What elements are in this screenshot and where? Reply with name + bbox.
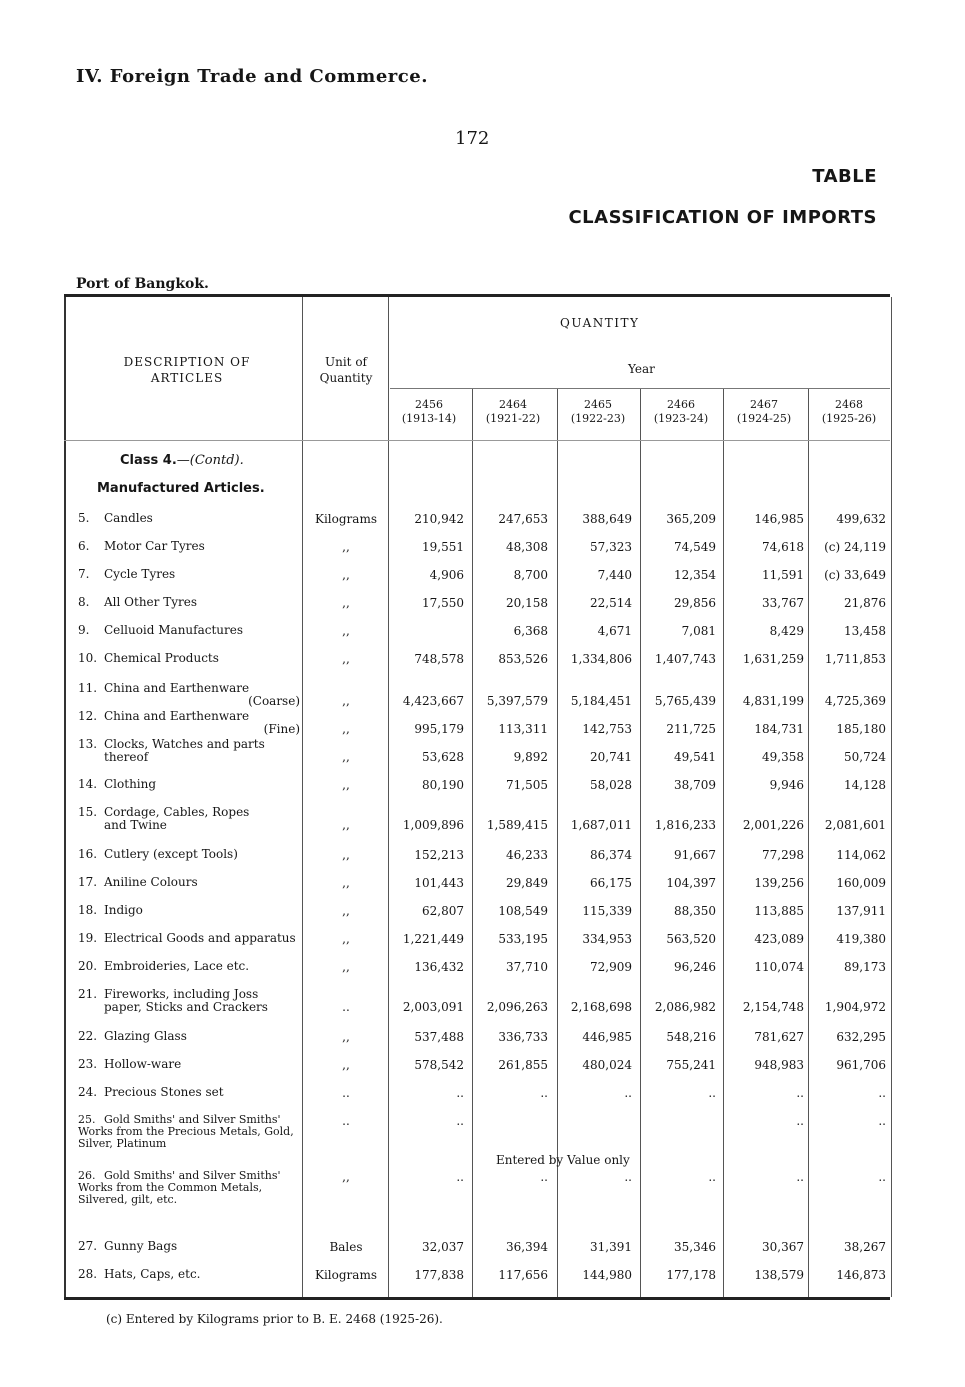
article-name-continued: (Coarse) (248, 694, 300, 708)
quantity-cell: 110,074 (754, 960, 804, 974)
quantity-cell: 995,179 (414, 722, 464, 736)
quantity-cell: 948,983 (754, 1058, 804, 1072)
article-name: Clocks, Watches and parts (104, 737, 265, 751)
quantity-cell: 5,765,439 (654, 694, 716, 708)
unit-cell: Kilograms (315, 1268, 377, 1282)
unit-cell: ,, (342, 750, 350, 764)
article-name: China and Earthenware (104, 709, 250, 723)
quantity-cell: 211,725 (666, 722, 716, 736)
article-number: 27. (78, 1239, 98, 1253)
article-description (78, 710, 300, 736)
quantity-cell: 21,876 (844, 596, 886, 610)
table-right-border (891, 297, 892, 1297)
quantity-cell: 77,298 (762, 848, 804, 862)
article-number: 9. (78, 623, 90, 637)
article-name: China and Earthenware (104, 681, 250, 695)
quantity-cell: 13,458 (844, 624, 886, 638)
quantity-cell: 89,173 (844, 960, 886, 974)
article-description (78, 960, 300, 973)
table-bottom-rule (64, 1297, 890, 1300)
quantity-cell: .. (456, 1114, 464, 1128)
quantity-cell: 563,520 (666, 932, 716, 946)
quantity-cell: 4,906 (429, 568, 464, 582)
quantity-cell: 1,589,415 (486, 818, 548, 832)
article-name: Electrical Goods and apparatus (104, 931, 296, 945)
article-description (78, 988, 300, 1014)
article-name: Precious Stones set (104, 1085, 224, 1099)
article-name: Candles (104, 511, 153, 525)
quantity-cell: 29,849 (506, 876, 548, 890)
quantity-cell: 9,946 (769, 778, 804, 792)
quantity-cell: 1,334,806 (570, 652, 632, 666)
quantity-cell: 139,256 (754, 876, 804, 890)
unit-cell: .. (342, 1000, 350, 1014)
quantity-cell: 480,024 (582, 1058, 632, 1072)
quantity-cell: 160,009 (836, 876, 886, 890)
article-description (78, 624, 300, 637)
article-description (78, 512, 300, 525)
quantity-cell: 12,354 (674, 568, 716, 582)
unit-cell: .. (342, 1086, 350, 1100)
article-number: 11. (78, 681, 98, 695)
quantity-cell: 9,892 (513, 750, 548, 764)
quantity-cell: 2,081,601 (824, 818, 886, 832)
quantity-cell: 1,904,972 (824, 1000, 886, 1014)
description-column-header: DESCRIPTION OF ARTICLES (123, 355, 251, 385)
quantity-cell: 2,001,226 (742, 818, 804, 832)
quantity-cell: 177,178 (666, 1268, 716, 1282)
quantity-cell: 31,391 (590, 1240, 632, 1254)
article-description (78, 778, 300, 791)
article-number: 20. (78, 959, 98, 973)
quantity-cell: 138,579 (754, 1268, 804, 1282)
year-header-2467: 2467 (1924-25) (736, 398, 792, 425)
unit-cell: .. (342, 1114, 350, 1128)
table-title: TABLE (812, 166, 877, 187)
quantity-cell: 4,725,369 (824, 694, 886, 708)
article-description (78, 904, 300, 917)
quantity-cell: 781,627 (754, 1030, 804, 1044)
quantity-cell: 1,407,743 (654, 652, 716, 666)
year-heading: Year (628, 362, 655, 376)
article-name: All Other Tyres (104, 595, 197, 609)
article-number: 15. (78, 805, 98, 819)
quantity-cell: 548,216 (666, 1030, 716, 1044)
quantity-cell: .. (796, 1170, 804, 1184)
quantity-cell: (c) 24,119 (824, 540, 886, 554)
quantity-cell: .. (456, 1086, 464, 1100)
quantity-cell: 8,700 (513, 568, 548, 582)
quantity-cell: 11,591 (762, 568, 804, 582)
quantity-cell: 533,195 (498, 932, 548, 946)
quantity-cell: 146,985 (754, 512, 804, 526)
article-description (78, 848, 300, 861)
article-name-continued: thereof (104, 750, 149, 764)
quantity-heading: QUANTITY (560, 316, 640, 330)
article-number: 13. (78, 737, 98, 751)
article-name: Cutlery (except Tools) (104, 847, 238, 861)
year-header-2456: 2456 (1913-14) (401, 398, 457, 425)
quantity-cell: 142,753 (582, 722, 632, 736)
unit-column-header: Unit of Quantity (319, 355, 373, 385)
quantity-cell: .. (878, 1170, 886, 1184)
quantity-cell: .. (624, 1170, 632, 1184)
article-name: Hollow-ware (104, 1057, 182, 1071)
quantity-cell: 1,687,011 (570, 818, 632, 832)
quantity-cell: 755,241 (666, 1058, 716, 1072)
unit-cell: Bales (329, 1240, 363, 1254)
quantity-cell: 1,221,449 (402, 932, 464, 946)
article-number: 28. (78, 1267, 98, 1281)
quantity-cell: .. (796, 1086, 804, 1100)
article-number: 24. (78, 1085, 98, 1099)
unit-cell: ,, (342, 1058, 350, 1072)
article-name-continued: paper, Sticks and Crackers (104, 1000, 268, 1014)
year-rule (390, 388, 890, 389)
article-number: 17. (78, 875, 98, 889)
quantity-cell: 4,423,667 (402, 694, 464, 708)
quantity-cell: 38,709 (674, 778, 716, 792)
quantity-cell: 80,190 (422, 778, 464, 792)
quantity-cell: .. (708, 1170, 716, 1184)
article-description (78, 738, 300, 764)
unit-cell: ,, (342, 596, 350, 610)
quantity-cell: 961,706 (836, 1058, 886, 1072)
column-divider (723, 388, 724, 1297)
quantity-cell: 2,154,748 (742, 1000, 804, 1014)
quantity-cell: 423,089 (754, 932, 804, 946)
quantity-cell: 7,440 (597, 568, 632, 582)
quantity-cell: 6,368 (513, 624, 548, 638)
article-name: Cycle Tyres (104, 567, 176, 581)
unit-cell: ,, (342, 904, 350, 918)
quantity-cell: 136,432 (414, 960, 464, 974)
quantity-cell: 117,656 (498, 1268, 548, 1282)
article-name-continued: and Twine (104, 818, 167, 832)
unit-cell: ,, (342, 778, 350, 792)
article-number: 7. (78, 567, 90, 581)
quantity-cell: 46,233 (506, 848, 548, 862)
article-name-continued: (Fine) (263, 722, 300, 736)
quantity-cell: 144,980 (582, 1268, 632, 1282)
quantity-cell: (c) 33,649 (824, 568, 886, 582)
quantity-cell: 336,733 (498, 1030, 548, 1044)
article-number: 10. (78, 651, 98, 665)
article-description (78, 568, 300, 581)
quantity-cell: .. (624, 1086, 632, 1100)
column-divider (302, 297, 303, 1297)
quantity-cell: 86,374 (590, 848, 632, 862)
article-description (78, 806, 300, 832)
article-number: 16. (78, 847, 98, 861)
unit-cell: ,, (342, 694, 350, 708)
article-description (78, 1058, 300, 1071)
unit-cell: ,, (342, 960, 350, 974)
quantity-cell: .. (540, 1086, 548, 1100)
article-number: 26. (78, 1169, 96, 1182)
quantity-cell: 2,003,091 (402, 1000, 464, 1014)
article-number: 25. (78, 1113, 96, 1126)
quantity-cell: 5,397,579 (486, 694, 548, 708)
quantity-cell: 152,213 (414, 848, 464, 862)
unit-cell: ,, (342, 876, 350, 890)
quantity-cell: 113,885 (754, 904, 804, 918)
quantity-cell: .. (878, 1086, 886, 1100)
quantity-cell: .. (878, 1114, 886, 1128)
quantity-cell: 365,209 (666, 512, 716, 526)
quantity-cell: 499,632 (836, 512, 886, 526)
quantity-cell: .. (796, 1114, 804, 1128)
year-header-2468: 2468 (1925-26) (821, 398, 877, 425)
article-description (78, 1114, 300, 1150)
quantity-cell: 185,180 (836, 722, 886, 736)
quantity-cell: 177,838 (414, 1268, 464, 1282)
unit-cell: ,, (342, 652, 350, 666)
article-name: Indigo (104, 903, 143, 917)
quantity-cell: 88,350 (674, 904, 716, 918)
quantity-cell: 62,807 (422, 904, 464, 918)
quantity-cell: 419,380 (836, 932, 886, 946)
quantity-cell: 1,631,259 (742, 652, 804, 666)
quantity-cell: 30,367 (762, 1240, 804, 1254)
quantity-cell: 53,628 (422, 750, 464, 764)
article-name: Embroideries, Lace etc. (104, 959, 250, 973)
unit-cell: ,, (342, 722, 350, 736)
quantity-cell: 36,394 (506, 1240, 548, 1254)
unit-cell: ,, (342, 1030, 350, 1044)
quantity-cell: 4,831,199 (742, 694, 804, 708)
quantity-cell: 49,541 (674, 750, 716, 764)
quantity-cell: 91,667 (674, 848, 716, 862)
quantity-cell: 71,505 (506, 778, 548, 792)
quantity-cell: 261,855 (498, 1058, 548, 1072)
section-heading: IV. Foreign Trade and Commerce. (76, 66, 428, 87)
article-description (78, 1030, 300, 1043)
article-description (78, 932, 300, 945)
unit-cell: ,, (342, 1170, 350, 1184)
article-number: 14. (78, 777, 98, 791)
quantity-cell: 72,909 (590, 960, 632, 974)
class-heading: Class 4.—(Contd). (120, 453, 244, 468)
quantity-cell: 48,308 (506, 540, 548, 554)
article-number: 5. (78, 511, 90, 525)
quantity-cell: 22,514 (590, 596, 632, 610)
unit-cell: ,, (342, 932, 350, 946)
port-label: Port of Bangkok. (76, 276, 209, 292)
quantity-cell: 96,246 (674, 960, 716, 974)
quantity-cell: 537,488 (414, 1030, 464, 1044)
quantity-cell: 7,081 (681, 624, 716, 638)
article-number: 12. (78, 709, 98, 723)
unit-cell: ,, (342, 818, 350, 832)
quantity-cell: 632,295 (836, 1030, 886, 1044)
quantity-cell: 1,711,853 (824, 652, 886, 666)
quantity-cell: 74,549 (674, 540, 716, 554)
article-number: 18. (78, 903, 98, 917)
quantity-cell: 247,653 (498, 512, 548, 526)
quantity-cell: 74,618 (762, 540, 804, 554)
quantity-cell: 1,009,896 (402, 818, 464, 832)
footnote: (c) Entered by Kilograms prior to B. E. 2468 (1925-26). (106, 1312, 443, 1326)
article-name: Chemical Products (104, 651, 219, 665)
unit-cell: ,, (342, 848, 350, 862)
article-name: Clothing (104, 777, 157, 791)
article-name: Glazing Glass (104, 1029, 187, 1043)
quantity-cell: 49,358 (762, 750, 804, 764)
article-name: Hats, Caps, etc. (104, 1267, 201, 1281)
unit-cell: ,, (342, 540, 350, 554)
page-number: 172 (455, 128, 490, 149)
quantity-cell: 32,037 (422, 1240, 464, 1254)
quantity-cell: 58,028 (590, 778, 632, 792)
article-name: Gold Smiths' and Silver Smiths' Works from the Precious Metals, Gold, Silver, Platinum (78, 1113, 294, 1150)
quantity-cell: 2,168,698 (570, 1000, 632, 1014)
article-description (78, 596, 300, 609)
classification-title: CLASSIFICATION OF IMPORTS (568, 207, 877, 228)
quantity-cell: 8,429 (769, 624, 804, 638)
article-description (78, 540, 300, 553)
quantity-cell: 19,551 (422, 540, 464, 554)
quantity-cell: 33,767 (762, 596, 804, 610)
quantity-cell: 748,578 (414, 652, 464, 666)
unit-cell: ,, (342, 624, 350, 638)
quantity-cell: 578,542 (414, 1058, 464, 1072)
quantity-cell: 184,731 (754, 722, 804, 736)
quantity-cell: 66,175 (590, 876, 632, 890)
year-header-2466: 2466 (1923-24) (653, 398, 709, 425)
quantity-cell: 17,550 (422, 596, 464, 610)
quantity-cell: 4,671 (597, 624, 632, 638)
quantity-cell: 146,873 (836, 1268, 886, 1282)
quantity-cell: 29,856 (674, 596, 716, 610)
article-description (78, 1268, 300, 1281)
unit-cell: ,, (342, 568, 350, 582)
article-description (78, 652, 300, 665)
quantity-cell: 388,649 (582, 512, 632, 526)
quantity-cell: 334,953 (582, 932, 632, 946)
quantity-cell: 113,311 (498, 722, 548, 736)
article-description (78, 876, 300, 889)
article-number: 22. (78, 1029, 98, 1043)
article-name: Gunny Bags (104, 1239, 178, 1253)
article-number: 19. (78, 931, 98, 945)
article-number: 21. (78, 987, 98, 1001)
value-note: Entered by Value only (496, 1153, 630, 1167)
quantity-cell: 5,184,451 (570, 694, 632, 708)
article-description (78, 1086, 300, 1099)
unit-cell: Kilograms (315, 512, 377, 526)
quantity-cell: 101,443 (414, 876, 464, 890)
quantity-cell: 446,985 (582, 1030, 632, 1044)
quantity-cell: 20,741 (590, 750, 632, 764)
year-header-2465: 2465 (1922-23) (570, 398, 626, 425)
table-top-rule (64, 294, 890, 297)
article-name: Gold Smiths' and Silver Smiths' Works from the Common Metals, Silvered, gilt, etc. (78, 1169, 281, 1206)
quantity-cell: 20,158 (506, 596, 548, 610)
quantity-cell: 114,062 (836, 848, 886, 862)
quantity-cell: 137,911 (836, 904, 886, 918)
article-description (78, 1240, 300, 1253)
quantity-cell: .. (456, 1170, 464, 1184)
quantity-cell: 210,942 (414, 512, 464, 526)
year-header-2464: 2464 (1921-22) (485, 398, 541, 425)
quantity-cell: 2,096,263 (486, 1000, 548, 1014)
article-number: 23. (78, 1057, 98, 1071)
table-left-border (64, 297, 66, 1297)
quantity-cell: 104,397 (666, 876, 716, 890)
quantity-cell: 115,339 (582, 904, 632, 918)
article-name: Fireworks, including Joss (104, 987, 259, 1001)
article-description (78, 682, 300, 708)
quantity-cell: 57,323 (590, 540, 632, 554)
column-divider (388, 297, 389, 1297)
quantity-cell: 35,346 (674, 1240, 716, 1254)
article-name: Motor Car Tyres (104, 539, 205, 553)
quantity-cell: .. (540, 1170, 548, 1184)
quantity-cell: 108,549 (498, 904, 548, 918)
article-number: 8. (78, 595, 90, 609)
quantity-cell: .. (708, 1086, 716, 1100)
article-number: 6. (78, 539, 90, 553)
article-name: Celluoid Manufactures (104, 623, 244, 637)
article-description (78, 1170, 300, 1206)
quantity-cell: 38,267 (844, 1240, 886, 1254)
quantity-cell: 1,816,233 (654, 818, 716, 832)
article-name: Aniline Colours (104, 875, 198, 889)
quantity-cell: 2,086,982 (654, 1000, 716, 1014)
quantity-cell: 50,724 (844, 750, 886, 764)
quantity-cell: 853,526 (498, 652, 548, 666)
header-rule (64, 440, 890, 441)
article-name: Cordage, Cables, Ropes (104, 805, 250, 819)
quantity-cell: 37,710 (506, 960, 548, 974)
group-heading: Manufactured Articles. (97, 481, 265, 496)
quantity-cell: 14,128 (844, 778, 886, 792)
